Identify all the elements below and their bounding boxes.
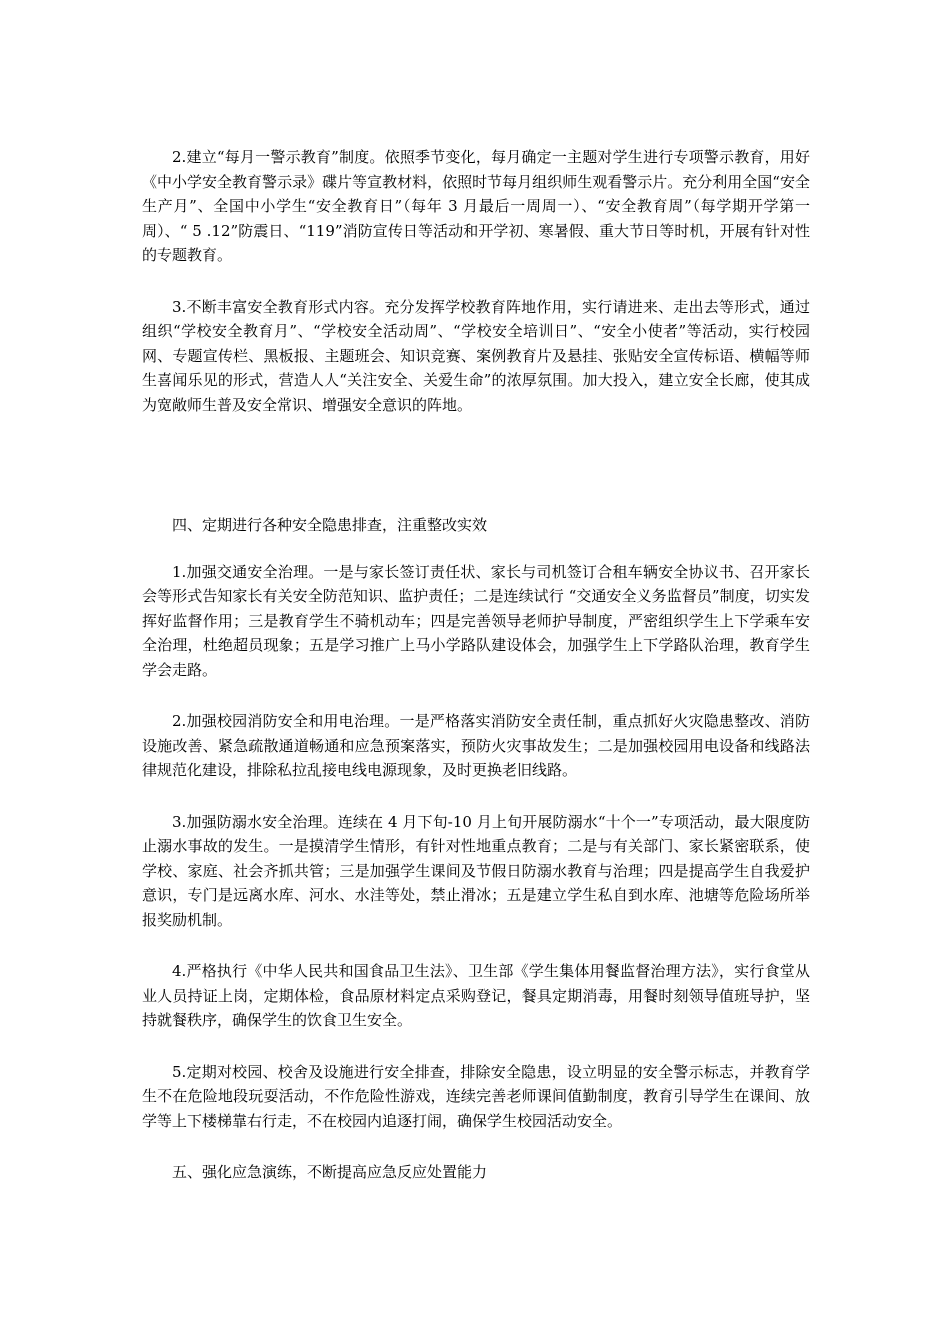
paragraph-safety-education-forms: 3.不断丰富安全教育形式内容。充分发挥学校教育阵地作用，实行请进来、走出去等形式，通过组织“学校安全教育月”、“学校安全活动周”、“学校安全培训日”、“安全小使者”等活动，实行校园网、专题宣传栏、黑板报、主题班会、知识竞赛、案例教育片及悬挂、张贴安全宣传标语、横幅等师生喜闻乐见的形式，营造人人“关注安全、关爱生命”的浓厚氛围。加大投入，建立安全长廊，使其成为宽敞师生普及安全常识、增强安全意识的阵地。 [142, 297, 810, 414]
paragraph-traffic-safety: 1.加强交通安全治理。一是与家长签订责任状、家长与司机签订合租车辆安全协议书、召开家长会等形式告知家长有关安全防范知识、监护责任；二是连续试行 “交通安全义务监督员”制度，切实发挥好监督作用；三是教育学生不骑机动车；四是完善领导老师护导制度，严密组织学生上下学乘车安全治理，杜绝超员现象；五是学习推广上马小学路队建设体会，加强学生上下学路队治理，教育学生学会走路。 [142, 562, 810, 679]
paragraph-monthly-warning-education: 2.建立“每月一警示教育”制度。依照季节变化，每月确定一主题对学生进行专项警示教育，用好《中小学安全教育警示录》碟片等宣教材料，依照时节每月组织师生观看警示片。充分利用全国“安全生产月”、全国中小学生“安全教育日”（每年 3 月最后一周周一）、“安全教育周”（每学期开学第一周）、“ 5 .12”防震日、“119”消防宣传日等活动和开学初、寒暑假、重大节日等时机，开展有针对性的专题教育。 [142, 148, 810, 264]
paragraph-fire-electric-safety: 2.加强校园消防安全和用电治理。一是严格落实消防安全责任制，重点抓好火灾隐患整改、消防设施改善、紧急疏散通道畅通和应急预案落实，预防火灾事故发生；二是加强校园用电设备和线路法律规范化建设，排除私拉乱接电线电源现象，及时更换老旧线路。 [142, 712, 810, 779]
document-body [142, 145, 810, 1185]
paragraph-food-hygiene: 4.严格执行《中华人民共和国食品卫生法》、卫生部《学生集体用餐监督治理方法》，实行食堂从业人员持证上岗，定期体检，食品原材料定点采购登记，餐具定期消毒，用餐时刻领导值班导护，坚持就餐秩序，确保学生的饮食卫生安全。 [142, 962, 810, 1029]
section-heading-four: 四、定期进行各种安全隐患排查，注重整改实效 [172, 516, 488, 534]
paragraph-drowning-prevention: 3.加强防溺水安全治理。连续在 4 月下旬-10 月上旬开展防溺水“十个一”专项活动，最大限度防止溺水事故的发生。一是摸清学生情形，有针对性地重点教育；二是与有关部门、家长紧密联系，使学校、家庭、社会齐抓共管；三是加强学生课间及节假日防溺水教育与治理；四是提高学生自我爱护意识，专门是远离水库、河水、水洼等处，禁止滑冰；五是建立学生私自到水库、池塘等危险场所举报奖励机制。 [142, 812, 810, 929]
paragraph-campus-inspection: 5.定期对校园、校舍及设施进行安全排查，排除安全隐患，设立明显的安全警示标志，并教育学生不在危险地段玩耍活动，不作危险性游戏，连续完善老师课间值勤制度，教育引导学生在课间、放学等上下楼梯靠右行走，不在校园内追逐打闹，确保学生校园活动安全。 [142, 1062, 810, 1130]
section-heading-five: 五、强化应急演练，不断提高应急反应处置能力 [172, 1163, 488, 1181]
